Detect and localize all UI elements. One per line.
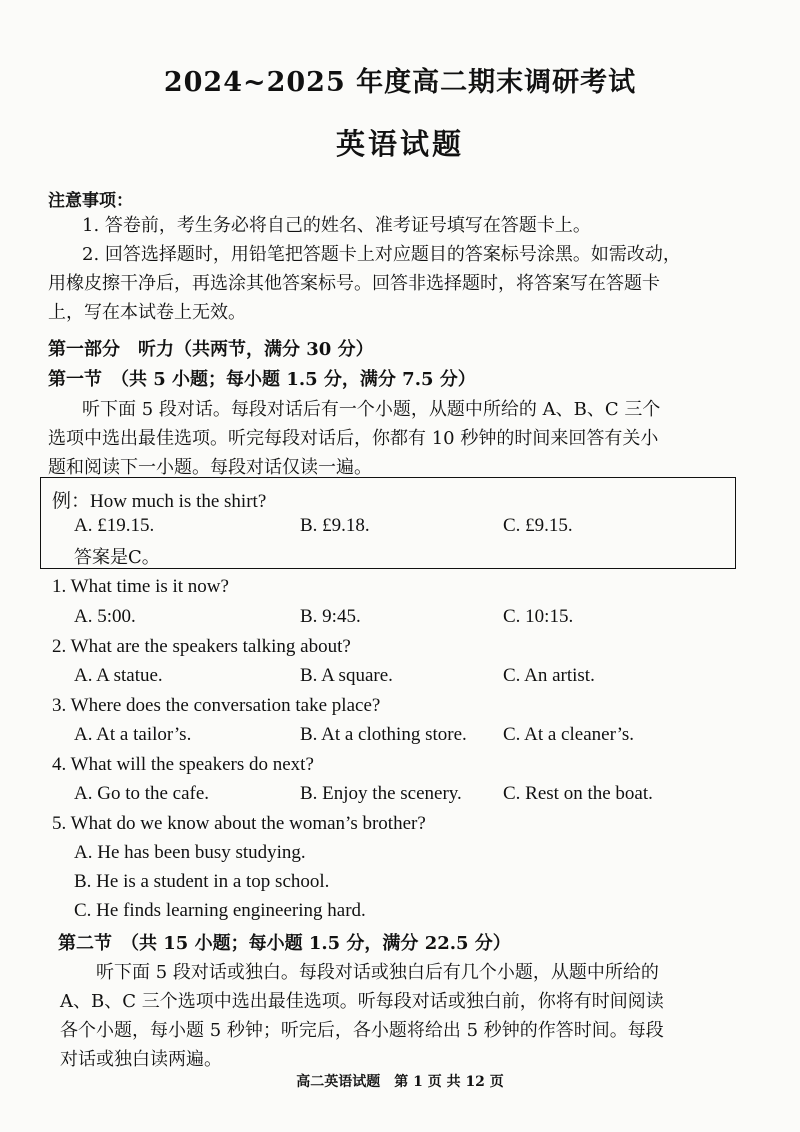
q4-option-b: B. Enjoy the scenery. [300,783,462,804]
example-option-c: C. £9.15. [503,515,573,536]
section1-heading: 第一节 （共 5 小题；每小题 1.5 分，满分 7.5 分） [48,369,476,390]
section1-instruction-1: 听下面 5 段对话。每段对话后有一个小题，从题中所给的 A、B、C 三个 [82,399,661,420]
q2-option-c: C. An artist. [503,665,595,686]
notes-heading: 注意事项： [48,191,133,211]
q1-option-a: A. 5:00. [74,606,136,627]
exam-subtitle: 英语试题 [335,127,464,161]
q2-option-a: A. A statue. [74,665,163,686]
example-option-b: B. £9.18. [300,515,370,536]
example-question: 例：How much is the shirt? [52,491,267,512]
section1-instruction-2: 选项中选出最佳选项。听完每段对话后，你都有 10 秒钟的时间来回答有关小 [48,428,659,449]
example-option-a: A. £19.15. [74,515,155,536]
q4-option-a: A. Go to the cafe. [74,783,210,804]
question-1: 1. What time is it now? [52,576,229,597]
section2-instruction-4: 对话或独白读两遍。 [60,1049,222,1070]
part1-heading: 第一部分 听力（共两节，满分 30 分） [48,339,374,360]
example-answer: 答案是C。 [74,547,160,568]
q5-option-c: C. He finds learning engineering hard. [74,900,366,921]
section2-instruction-2: A、B、C 三个选项中选出最佳选项。听每段对话或独白前，你将有时间阅读 [60,991,664,1012]
exam-title: 2024~2025 年度高二期末调研考试 [163,67,637,98]
note-item-1: 1. 答卷前，考生务必将自己的姓名、准考证号填写在答题卡上。 [82,215,591,236]
q5-option-a: A. He has been busy studying. [74,842,306,863]
section1-instruction-3: 题和阅读下一小题。每段对话仅读一遍。 [48,457,372,478]
q3-option-a: A. At a tailor’s. [74,724,192,745]
question-4: 4. What will the speakers do next? [52,754,314,775]
note-item-2: 2. 回答选择题时，用铅笔把答题卡上对应题目的答案标号涂黑。如需改动， [82,244,681,265]
question-5: 5. What do we know about the woman’s brother? [52,813,426,834]
section2-instruction-1: 听下面 5 段对话或独白。每段对话或独白后有几个小题，从题中所给的 [96,962,659,983]
q3-option-b: B. At a clothing store. [300,724,467,745]
q1-option-b: B. 9:45. [300,606,361,627]
section2-instruction-3: 各个小题，每小题 5 秒钟；听完后，各小题将给出 5 秒钟的作答时间。每段 [60,1020,664,1041]
section2-heading: 第二节 （共 15 小题；每小题 1.5 分，满分 22.5 分） [58,933,511,954]
note-item-2-cont: 用橡皮擦干净后，再选涂其他答案标号。回答非选择题时，将答案写在答题卡 [48,273,660,294]
page-footer: 高二英语试题 第 1 页 共 12 页 [296,1074,504,1090]
q5-option-b: B. He is a student in a top school. [74,871,330,892]
q4-option-c: C. Rest on the boat. [503,783,653,804]
note-item-2-end: 上，写在本试卷上无效。 [48,302,246,323]
question-3: 3. Where does the conversation take place? [52,695,381,716]
question-2: 2. What are the speakers talking about? [52,636,351,657]
q3-option-c: C. At a cleaner’s. [503,724,635,745]
q1-option-c: C. 10:15. [503,606,574,627]
q2-option-b: B. A square. [300,665,393,686]
